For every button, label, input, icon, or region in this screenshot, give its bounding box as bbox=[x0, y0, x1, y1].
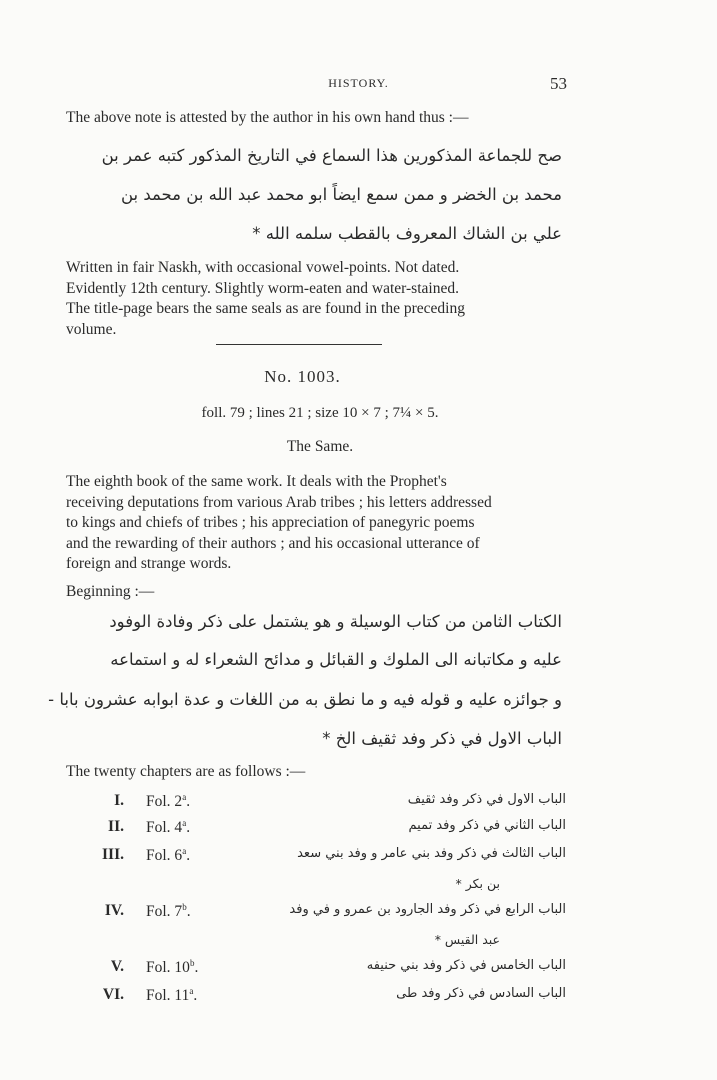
summary-line-4: and the rewarding of their authors ; and his occasional utterance of bbox=[66, 534, 480, 552]
chapter-arabic: الباب الرابع في ذكر وفد الجارود بن عمرو و في وفد bbox=[289, 902, 566, 917]
author-note-line-3: علي بن الشاك المعروف بالقطب سلمه الله * bbox=[252, 224, 562, 243]
chapter-folio: Fol. 2$^a$. bbox=[146, 792, 191, 811]
author-note-line-2: محمد بن الخضر و ممن سمع ايضاً ابو محمد عبد الله بن محمد بن bbox=[120, 185, 562, 204]
chapter-arabic: الباب الخامس في ذكر وفد بني حنيفه bbox=[366, 958, 566, 973]
chapter-numeral: IV. bbox=[104, 902, 124, 919]
chapter-arabic: الباب الثاني في ذكر وفد تميم bbox=[408, 818, 566, 833]
beginning-line-1: الكتاب الثامن من كتاب الوسيلة و هو يشتمل على ذكر وفادة الوفود bbox=[109, 612, 562, 631]
chapter-arabic-continuation: عبد القيس * bbox=[434, 932, 500, 947]
author-note-line-1: صح للجماعة المذكورين هذا السماع في التاريخ المذكور كتبه عمر بن bbox=[101, 146, 562, 165]
chapter-row bbox=[66, 986, 566, 1010]
chapter-numeral: III. bbox=[102, 846, 124, 863]
manuscript-title: The Same. bbox=[286, 438, 354, 455]
manuscript-meta: foll. 79 ; lines 21 ; size 10 × 7 ; 7¼ × 5. bbox=[201, 405, 439, 421]
chapter-numeral: I. bbox=[114, 792, 124, 809]
running-title: HISTORY. bbox=[328, 76, 389, 90]
summary-line-3: to kings and chiefs of tribes ; his appreciation of panegyric poems bbox=[66, 514, 475, 531]
description-line-1: Written in fair Naskh, with occasional vowel-points. Not dated. bbox=[66, 259, 460, 276]
chapter-row bbox=[66, 792, 566, 816]
chapter-row-continuation bbox=[66, 932, 566, 956]
chapter-numeral: VI. bbox=[102, 986, 124, 1003]
chapter-row bbox=[66, 902, 566, 926]
chapter-arabic-continuation: بن بكر * bbox=[455, 876, 500, 891]
chapter-row bbox=[66, 846, 566, 870]
section-divider bbox=[216, 344, 382, 345]
description-line-3: The title-page bears the same seals as are found in the preceding bbox=[66, 300, 465, 317]
chapter-numeral: II. bbox=[108, 818, 124, 835]
beginning-label: Beginning :— bbox=[66, 583, 155, 600]
chapter-folio: Fol. 6$^a$. bbox=[146, 846, 191, 865]
beginning-line-2: عليه و مكاتبانه الى الملوك و القبائل و مدائح الشعراء له و استماعه bbox=[110, 650, 562, 669]
summary-line-1: The eighth book of the same work. It deals with the Prophet's bbox=[66, 473, 447, 490]
page-number: 53 bbox=[550, 74, 567, 93]
chapter-row-continuation bbox=[66, 876, 566, 900]
beginning-line-4: الباب الاول في ذكر وفد ثقيف الخ * bbox=[322, 729, 562, 748]
chapter-folio: Fol. 10$^b$. bbox=[146, 958, 199, 977]
note-intro: The above note is attested by the author in his own hand thus :— bbox=[66, 109, 469, 126]
description-line-4: volume. bbox=[66, 320, 117, 338]
manuscript-number: No. 1003. bbox=[264, 367, 341, 386]
chapter-row bbox=[66, 958, 566, 982]
chapter-row bbox=[66, 818, 566, 842]
chapter-folio: Fol. 4$^a$. bbox=[146, 818, 191, 837]
chapter-arabic: الباب الثالث في ذكر وفد بني عامر و وفد بني سعد bbox=[297, 846, 566, 861]
chapter-folio: Fol. 11$^a$. bbox=[146, 986, 198, 1005]
description-line-2: Evidently 12th century. Slightly worm-eaten and water-stained. bbox=[66, 279, 459, 297]
chapter-arabic: الباب السادس في ذكر وفد طى bbox=[396, 986, 566, 1001]
description bbox=[66, 258, 568, 340]
chapter-folio: Fol. 7$^b$. bbox=[146, 902, 191, 921]
chapter-arabic: الباب الاول في ذكر وفد ثقيف bbox=[407, 792, 566, 807]
summary-line-2: receiving deputations from various Arab tribes ; his letters addressed bbox=[66, 493, 492, 511]
chapter-numeral: V. bbox=[110, 958, 124, 975]
summary-line-5: foreign and strange words. bbox=[66, 555, 232, 572]
beginning-line-3: و جوائزه عليه و قوله فيه و ما نطق به من اللغات و عدة ابوابه عشرون بابا - bbox=[48, 690, 562, 709]
summary bbox=[66, 472, 568, 575]
chapters-intro: The twenty chapters are as follows :— bbox=[66, 763, 306, 780]
